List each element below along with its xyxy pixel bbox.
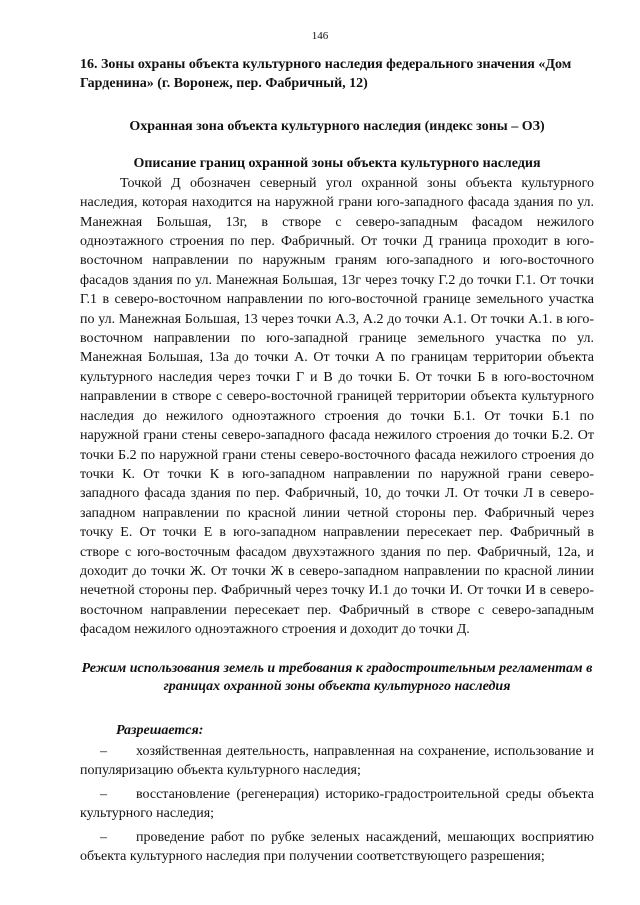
description-heading: Описание границ охранной зоны объекта культурного наследия	[133, 156, 541, 172]
list-item	[80, 785, 594, 824]
list-item	[80, 742, 594, 781]
page-number: 146	[311, 30, 329, 42]
zone-heading: Охранная зона объекта культурного наследия (индекс зоны – ОЗ)	[129, 119, 545, 134]
allowed-label: Разрешается:	[116, 722, 204, 738]
list-dash: –	[100, 786, 107, 802]
list-item-text: восстановление (регенерация) историко-градостроительной среды объекта культурного наследия;	[80, 786, 594, 822]
list-dash: –	[100, 743, 107, 759]
description-paragraph: Точкой Д обозначен северный угол охранной зоны объекта культурного наследия, которая находится на наружной грани юго-западного фасада здания по ул. Манежная Большая, 13г, в створе с северо-западным фасадом нежилого одноэтажного строения по пер. Фабричный. От точки Д граница проходит в юго-восточном направлении по наружным граням юго-западного и юго-восточного фасадов здания по ул. Манежная Большая, 13г через точку Г.2 до точки Г.1. От точки Г.1 в северо-восточном направлении по юго-восточной границе земельного участка по ул. Манежная Большая, 13 через точки А.3, А.2 до точки А.1. От точки А.1. в юго-восточном направлении по юго-западной границе земельного участка по ул. Манежная Большая, 13а до точки А. От точки А по границам территории объекта культурного наследия через точки Г и В до точки Б. От точки Б в юго-восточном направлении в створе с северо-восточной границей территории объекта культурного наследия до нежилого одноэтажного строения до точки Б.1. От точки Б.1 по наружной грани стены северо-западного фасада нежилого строения до точки Б.2. От точки Б.2 по наружной грани стены северо-восточного фасада нежилого строения до точки К. От точки К в юго-западном направлении по наружной грани северо-западного фасада здания по пер. Фабричный, 10, до точки Л. От точки Л в северо-западном направлении по красной линии четной стороны пер. Фабричный через точку Е. От точки Е в юго-западном направлении пересекает пер. Фабричный в створе с юго-восточным фасадом двухэтажного здания по пер. Фабричный, 12а, и доходит до точки Ж. От точки Ж в северо-западном направлении по красной линии нечетной стороны пер. Фабричный через точку И.1 до точки И. От точки И в северо-восточном направлении пересекает пер. Фабричный в створе с северо-западным фасадом нежилого одноэтажного строения и доходит до точки Д.	[80, 175, 594, 638]
list-item-text: хозяйственная деятельность, направленная на сохранение, использование и популяризацию объекта культурного наследия;	[80, 743, 594, 779]
list-item-text: проведение работ по рубке зеленых насаждений, мешающих восприятию объекта культурного наследия при получении соответствующего разрешения;	[80, 829, 594, 864]
list-dash: –	[100, 829, 107, 845]
allowed-list	[80, 742, 594, 866]
main-heading: 16. Зоны охраны объекта культурного наследия федерального значения «Дом Гарденина» (г. Воронеж, пер. Фабричный, 12)	[80, 57, 572, 91]
list-item	[80, 828, 594, 867]
regime-heading: Режим использования земель и требования к градостроительным регламентам в границах охранной зоны объекта культурного наследия	[81, 660, 593, 695]
page-content	[80, 56, 594, 870]
